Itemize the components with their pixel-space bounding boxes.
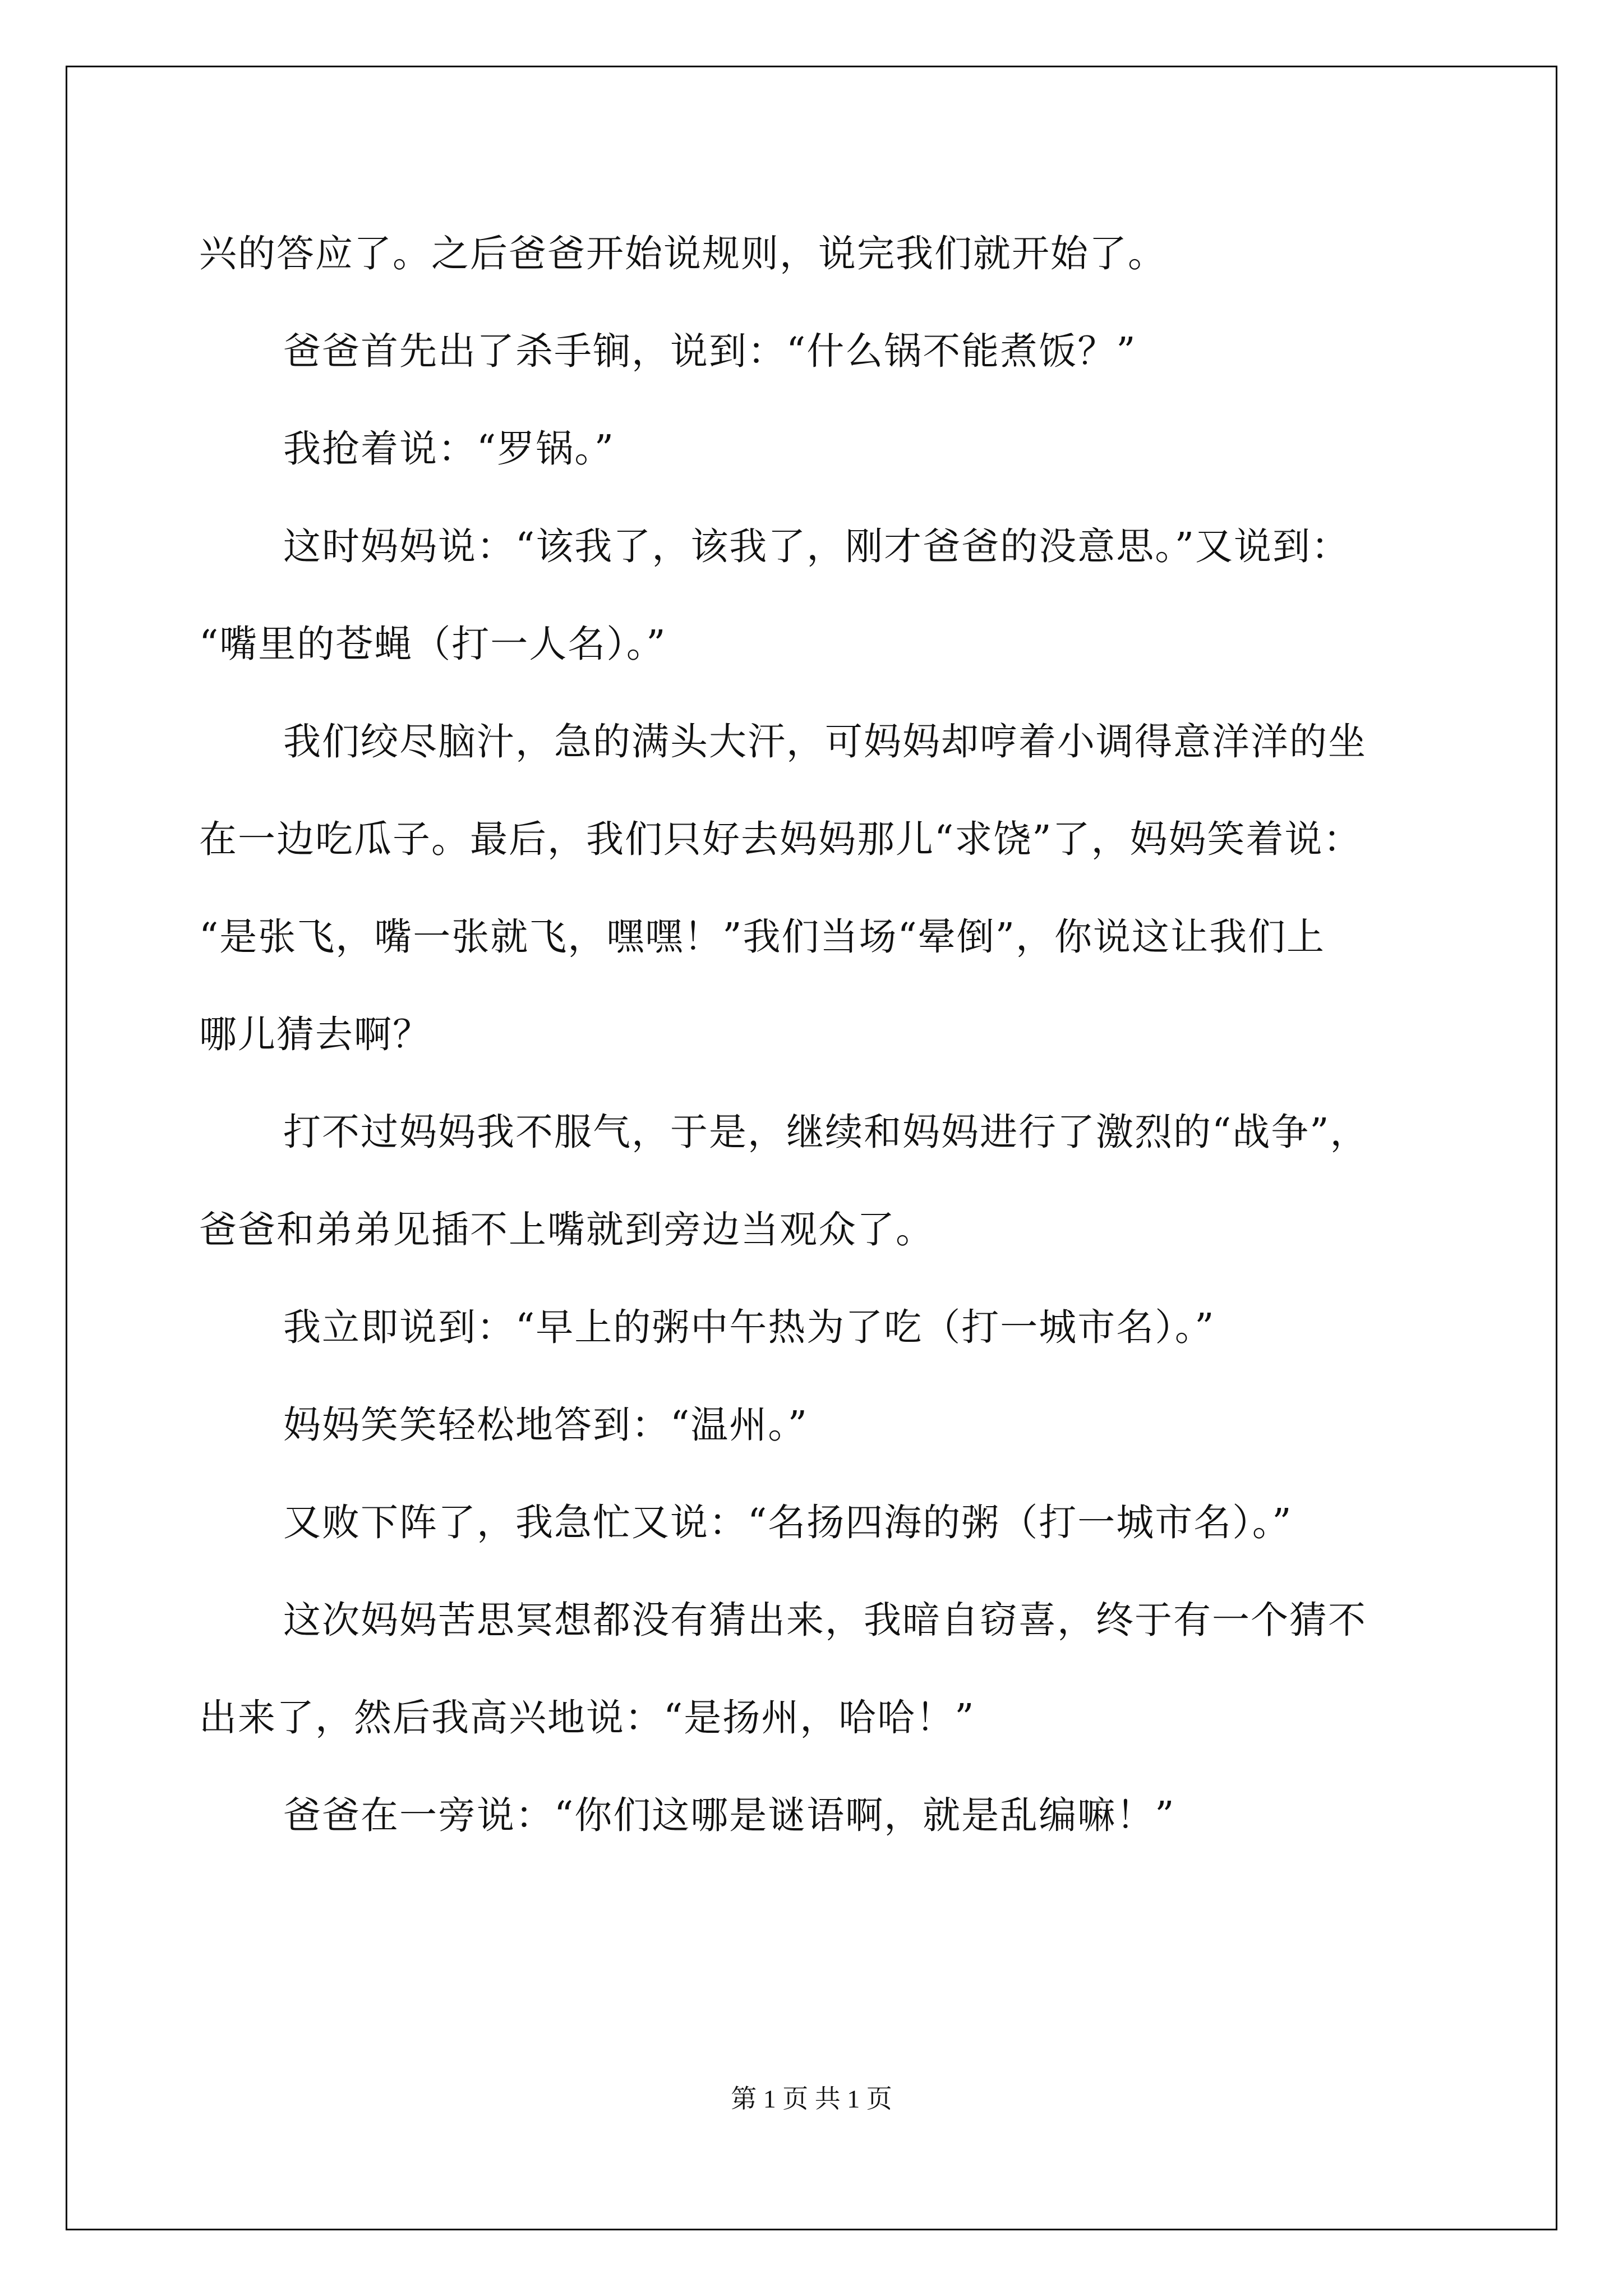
text-line-13: 妈妈笑笑轻松地答到：“温州。” — [283, 1403, 809, 1447]
text-line-4: 这时妈妈说：“该我了，该我了，刚才爸爸的没意思。”又说到： — [283, 524, 1350, 568]
text-line-7: 在一边吃瓜子。最后，我们只好去妈妈那儿“求饶”了，妈妈笑着说： — [199, 817, 1362, 861]
page-number-footer: 第 1 页 共 1 页 — [731, 2085, 892, 2113]
text-line-15: 这次妈妈苦思冥想都没有猜出来，我暗自窃喜，终于有一个猜不 — [283, 1598, 1367, 1642]
text-line-16: 出来了，然后我高兴地说：“是扬州，哈哈！” — [199, 1696, 975, 1740]
text-line-5: “嘴里的苍蝇（打一人名）。” — [199, 622, 667, 666]
text-line-10: 打不过妈妈我不服气，于是，继续和妈妈进行了激烈的“战争”， — [283, 1110, 1369, 1154]
text-line-17: 爸爸在一旁说：“你们这哪是谜语啊，就是乱编嘛！” — [283, 1793, 1175, 1837]
text-line-9: 哪儿猜去啊？ — [199, 1013, 431, 1056]
text-line-6: 我们绞尽脑汁，急的满头大汗，可妈妈却哼着小调得意洋洋的坐 — [283, 720, 1367, 763]
text-line-11: 爸爸和弟弟见插不上嘴就到旁边当观众了。 — [199, 1208, 934, 1251]
text-line-1: 兴的答应了。之后爸爸开始说规则，说完我们就开始了。 — [199, 232, 1166, 275]
text-line-12: 我立即说到：“早上的粥中午热为了吃（打一城市名）。” — [283, 1305, 1215, 1349]
text-line-3: 我抢着说：“罗锅。” — [283, 427, 615, 471]
text-line-2: 爸爸首先出了杀手锏，说到：“什么锅不能煮饭？” — [283, 329, 1137, 373]
text-line-14: 又败下阵了，我急忙又说：“名扬四海的粥（打一城市名）。” — [283, 1501, 1293, 1544]
text-line-8: “是张飞，嘴一张就飞，嘿嘿！”我们当场“晕倒”，你说这让我们上 — [199, 915, 1326, 959]
